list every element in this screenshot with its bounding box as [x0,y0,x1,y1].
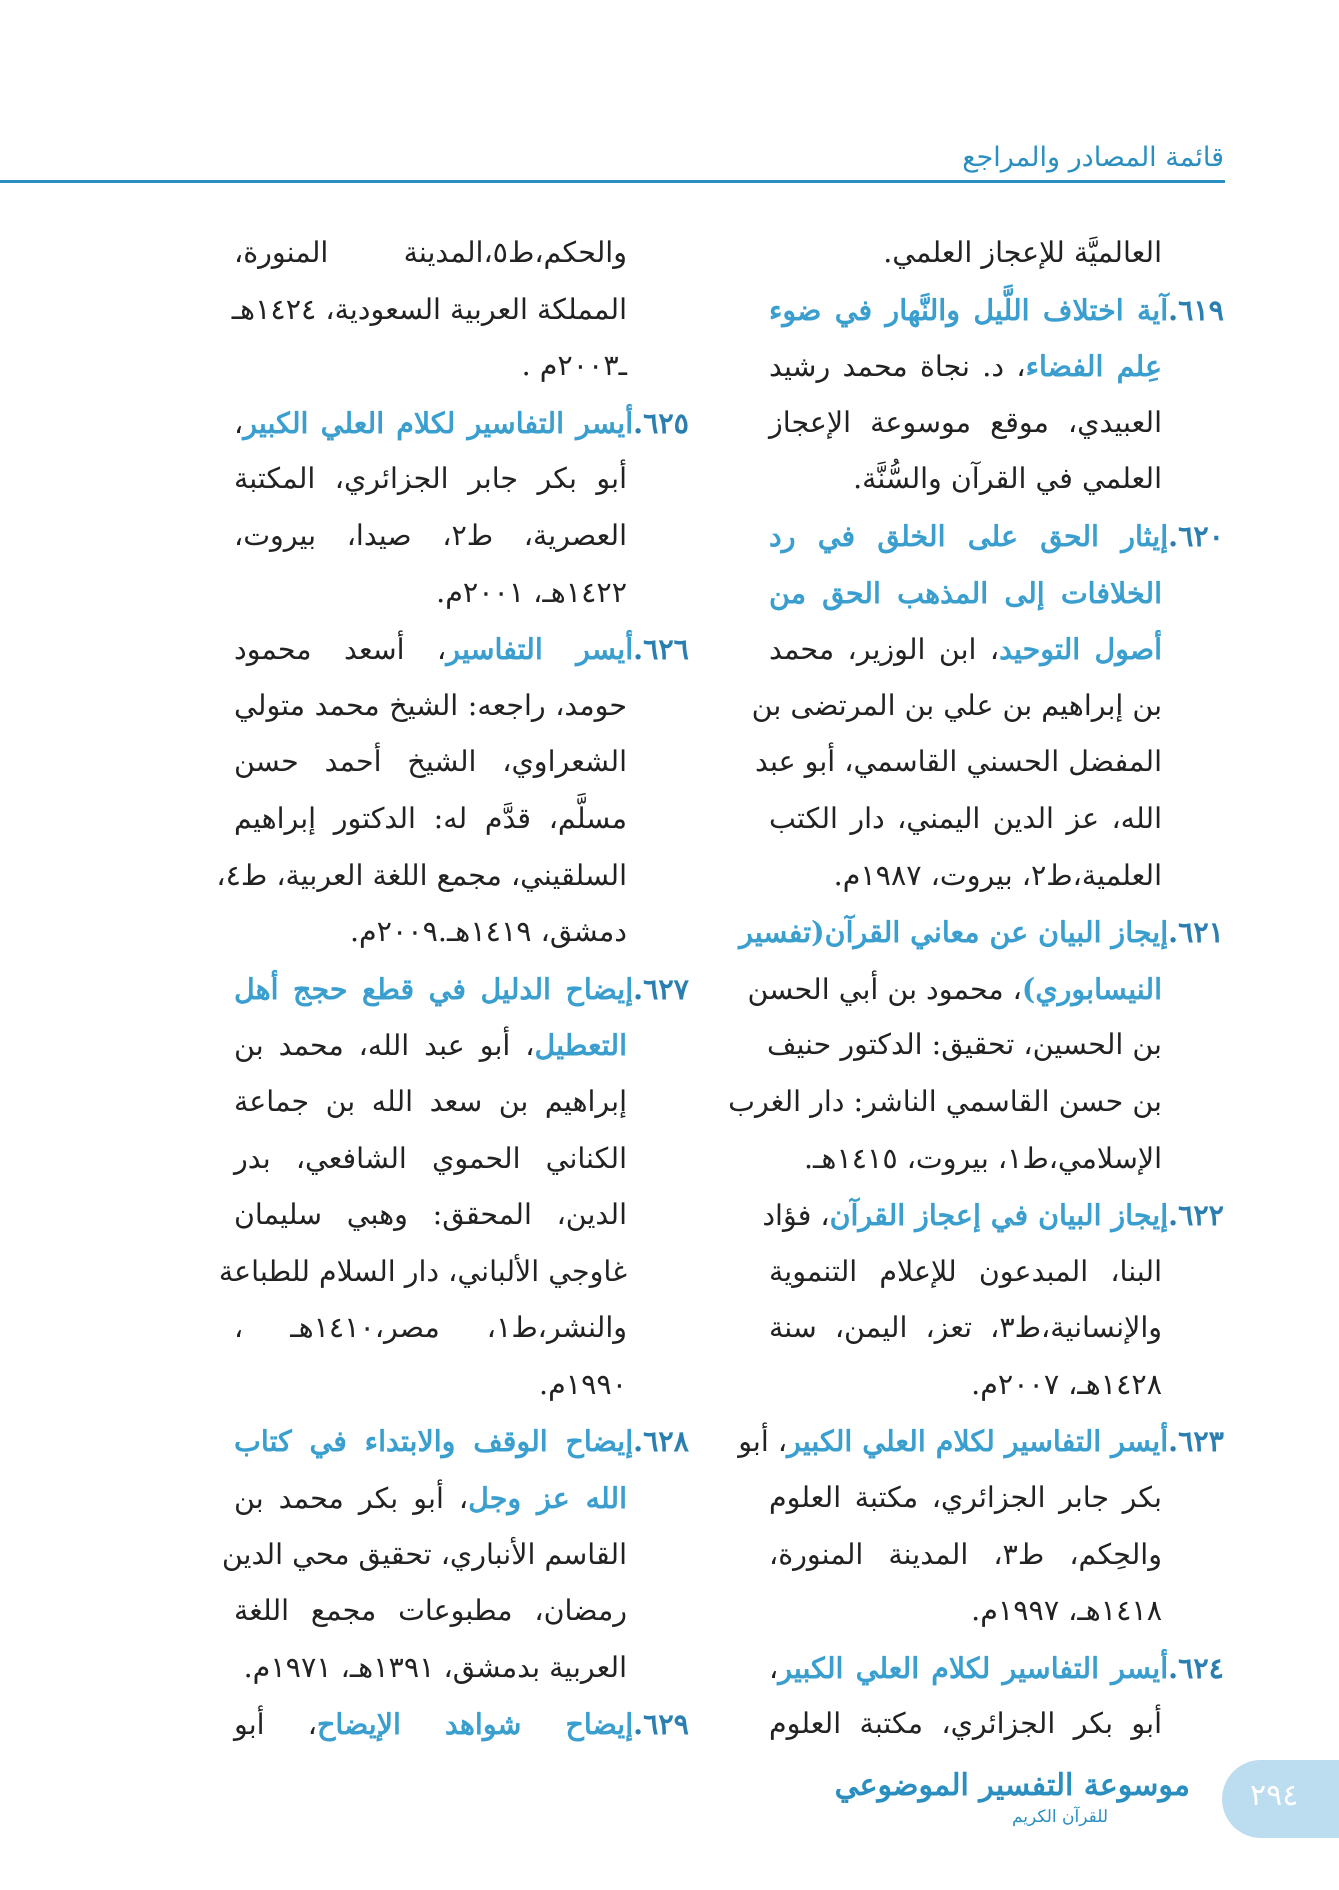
bibliography-line [739,904,1224,961]
entry-title: إيجاز البيان في إعجاز القرآن [829,1198,1169,1233]
bibliography-line [234,904,689,961]
entry-text: العربية بدمشق، ١٣٩١هـ، ١٩٧١م. [243,1650,627,1684]
entry-title: أصول التوحيد [999,632,1162,667]
entry-text: ، أبو [738,1425,788,1459]
entry-text: ، أبو [234,1708,317,1742]
bibliography-line [234,1640,689,1697]
entry-text: الله، عز الدين اليمني، دار الكتب [769,801,1162,835]
bibliography-line [234,961,689,1018]
bibliography-line [234,1300,689,1357]
entry-title: إيثار الحق على الخلق في رد [769,518,1169,553]
bibliography-line [769,1583,1224,1640]
bibliography-line [728,1074,1224,1131]
entry-text: العصرية، ط٢، صيدا، بيروت، [234,518,627,552]
entry-text: العبيدي، موقع موسوعة الإعجاز [769,405,1162,439]
header-rule [0,180,1225,183]
entry-text: الشعراوي، الشيخ أحمد حسن [234,745,627,779]
entry-text: العلمية،ط٢، بيروت، ١٩٨٧م. [833,858,1162,892]
bibliography-column-right [728,225,1224,1753]
entry-text: ، أبو بكر محمد بن [234,1482,469,1516]
bibliography-line [234,1357,689,1414]
entry-number: ٦٢٢. [1168,1198,1224,1233]
bibliography-line [769,338,1224,395]
bibliography-line [221,1527,689,1584]
bibliography-line [769,1640,1224,1697]
entry-title: الخلافات إلى المذهب الحق من [769,575,1162,610]
entry-number: ٦٢٧. [633,971,689,1006]
logo-title: موسوعة التفسير الموضوعي [834,1768,1190,1803]
bibliography-line [751,678,1224,735]
bibliography-line [234,621,689,678]
bibliography-line [769,848,1224,905]
bibliography-line [738,1413,1224,1470]
entry-text: ١٤٢٨هـ، ٢٠٠٧م. [971,1367,1162,1401]
entry-text: والحكم،ط٥،المدينة المنورة، [234,236,627,269]
bibliography-line [234,508,689,565]
bibliography-line [234,1696,689,1753]
entry-title: إيضاح الوقف والابتداء في كتاب [234,1424,634,1459]
bibliography-line [234,225,689,282]
bibliography-line [234,1131,689,1188]
bibliography-line [755,734,1224,791]
entry-title: إيجاز البيان عن معاني القرآن(تفسير [739,915,1169,950]
entry-number: ٦٢٩. [633,1707,689,1742]
bibliography-line [234,1187,689,1244]
entry-text: المفضل الحسني القاسمي، أبو عبد [755,745,1162,779]
entry-text: أبو بكر الجزائري، مكتبة العلوم [769,1707,1162,1741]
bibliography-line [769,1357,1224,1414]
page-number-tab [1222,1760,1339,1838]
entry-text: رمضان، مطبوعات مجمع اللغة [234,1594,627,1628]
entry-text: ١٩٩٠م. [539,1367,627,1401]
entry-text: ، فؤاد [762,1199,830,1233]
entry-text: مسلَّم، قدَّم له: الدكتور إبراهيم [234,801,627,835]
entry-number: ٦١٩. [1168,292,1224,327]
bibliography-line [769,1300,1224,1357]
entry-number: ٦٢٣. [1168,1424,1224,1459]
entry-text: المملكة العربية السعودية، ١٤٢٤هـ [231,292,627,326]
page-number: ٢٩٤ [1250,1778,1299,1813]
entry-text: والإنسانية،ط٣، تعز، اليمن، سنة [769,1311,1162,1345]
bibliography-line [218,1244,689,1301]
entry-title: أيسر التفاسير [446,632,634,667]
entry-text: والنشر،ط١، مصر،١٤١٠هـ ، [234,1311,627,1345]
entry-text: ، [234,406,244,440]
bibliography-line [769,1244,1224,1301]
entry-text: ، [769,1651,779,1685]
entry-title: أيسر التفاسير لكلام العلي الكبير [787,1424,1169,1459]
bibliography-line [769,395,1224,452]
entry-number: ٦٢٠. [1168,518,1224,553]
entry-title: الله عز وجل [468,1481,627,1516]
entry-text: ، محمود بن أبي الحسن [747,972,1022,1006]
bibliography-line [769,621,1224,678]
entry-text: الدين، المحقق: وهبي سليمان [234,1198,627,1232]
bibliography-line [762,1187,1224,1244]
bibliography-line [234,338,689,395]
entry-title: إيضاح شواهد الإيضاح [316,1707,634,1742]
entry-text: والحِكم، ط٣، المدينة المنورة، [769,1537,1162,1571]
logo-subtitle: للقرآن الكريم [1011,1807,1109,1827]
bibliography-line [234,1017,689,1074]
entry-text: العالميَّة للإعجاز العلمي. [883,236,1162,269]
bibliography-line [769,1696,1224,1753]
bibliography-line [234,1074,689,1131]
entry-title: أيسر التفاسير لكلام العلي الكبير [243,405,634,440]
bibliography-line [769,1527,1224,1584]
entry-text: العلمي في القرآن والسُّنَّة. [853,462,1162,496]
entry-text: حومد، راجعه: الشيخ محمد متولي [234,688,627,722]
bibliography-line [234,451,689,508]
entry-text: ١٤١٨هـ، ١٩٩٧م. [971,1594,1162,1628]
entry-text: بن الحسين، تحقيق: الدكتور حنيف [766,1028,1162,1062]
entry-text: إبراهيم بن سعد الله بن جماعة [234,1084,627,1118]
entry-text: ـ٢٠٠٣م . [521,349,627,383]
entry-title: النيسابوري) [1021,971,1162,1006]
running-header-title: قائمة المصادر والمراجع [962,142,1224,173]
encyclopedia-logo [834,1766,1190,1838]
bibliography-line [231,282,689,339]
entry-title: التعطيل [534,1028,627,1063]
entry-title: أيسر التفاسير لكلام العلي الكبير [778,1650,1169,1685]
entry-text: ١٤٢٢هـ، ٢٠٠١م. [436,575,627,609]
entry-text: بن إبراهيم بن علي بن المرتضى بن [751,688,1162,722]
bibliography-line [747,961,1224,1018]
bibliography-line [234,1413,689,1470]
bibliography-line [769,282,1224,339]
entry-number: ٦٢٤. [1168,1650,1224,1685]
entry-text: ، أبو عبد الله، محمد بن [234,1029,535,1063]
bibliography-line [769,791,1224,848]
bibliography-line [769,1131,1224,1188]
entry-text: القاسم الأنباري، تحقيق محي الدين [221,1537,627,1571]
entry-title: إيضاح الدليل في قطع حجج أهل [234,971,634,1006]
bibliography-line [234,734,689,791]
bibliography-line [216,848,689,905]
bibliography-line [769,565,1224,622]
entry-text: الإسلامي،ط١، بيروت، ١٤١٥هـ. [803,1141,1162,1175]
bibliography-column-left [216,225,689,1753]
bibliography-line [234,1470,689,1527]
entry-title: آية اختلاف اللَّيل والنَّهار في ضوء [769,292,1169,327]
entry-text: بكر جابر الجزائري، مكتبة العلوم [769,1481,1162,1515]
bibliography-line [234,791,689,848]
entry-text: البنا، المبدعون للإعلام التنموية [769,1254,1162,1288]
entry-number: ٦٢٨. [633,1424,689,1459]
entry-text: ، ابن الوزير، محمد [769,633,1000,667]
entry-number: ٦٢٦. [633,632,689,667]
bibliography-line [769,1470,1224,1527]
entry-text: الكناني الحموي الشافعي، بدر [234,1141,627,1175]
entry-number: ٦٢٥. [633,405,689,440]
bibliography-line [234,395,689,452]
bibliography-line [769,451,1224,508]
entry-number: ٦٢١. [1168,915,1224,950]
entry-text: أبو بكر جابر الجزائري، المكتبة [234,462,627,496]
bibliography-line [766,1017,1224,1074]
entry-title: عِلم الفضاء [1025,349,1162,384]
entry-text: ، أسعد محمود [234,633,447,667]
entry-text: ، د. نجاة محمد رشيد [769,350,1026,384]
entry-text: بن حسن القاسمي الناشر: دار الغرب [728,1084,1162,1118]
bibliography-line [769,508,1224,565]
bibliography-line [234,565,689,622]
entry-text: غاوجي الألباني، دار السلام للطباعة [218,1254,627,1288]
bibliography-line [234,1583,689,1640]
bibliography-line [769,225,1224,282]
entry-text: السلقيني، مجمع اللغة العربية، ط٤، [216,858,627,892]
bibliography-line [234,678,689,735]
entry-text: دمشق، ١٤١٩هـ.٢٠٠٩م. [349,915,627,949]
